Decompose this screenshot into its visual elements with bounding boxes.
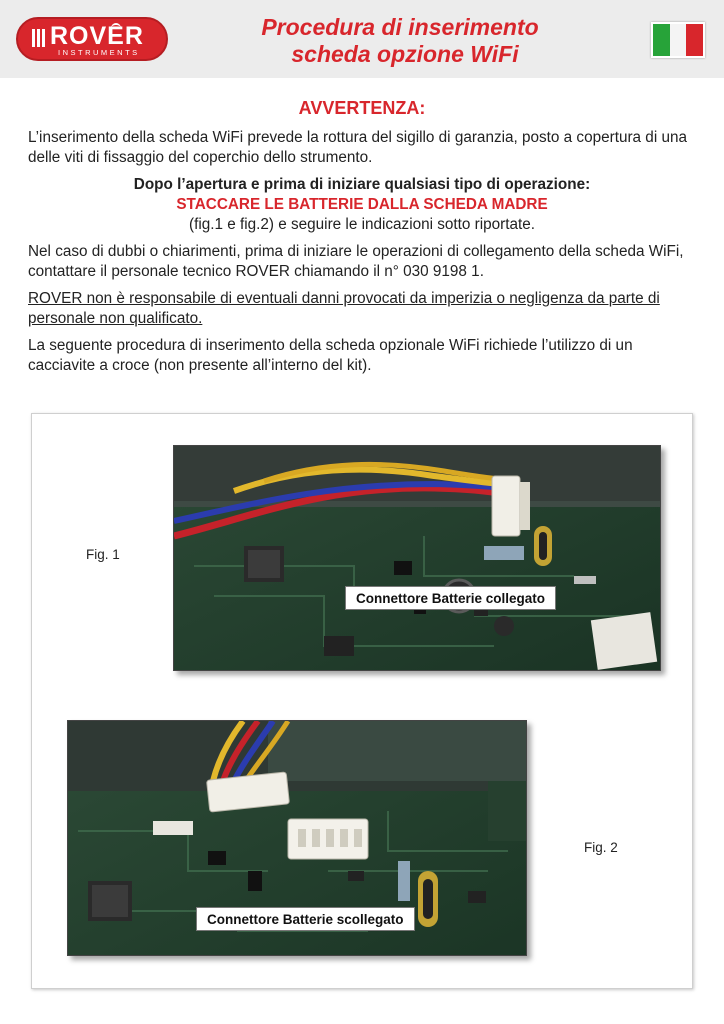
bold-instruction: Dopo l’apertura e prima di iniziare qualsiasi tipo di operazione:	[133, 176, 591, 193]
disclaimer-paragraph: ROVER non è responsabile di eventuali danni provocati da imperizia o negligenza da parte di personale non qualificato.	[28, 290, 660, 327]
fig1-label: Fig. 1	[86, 547, 120, 562]
figure-reference: (fig.1 e fig.2) e seguire le indicazioni sotto riportate.	[188, 216, 536, 233]
page-title	[200, 14, 600, 68]
warning-title: AVVERTENZA:	[298, 98, 426, 118]
fig2-label: Fig. 2	[584, 840, 618, 855]
fig2-caption: Connettore Batterie scollegato	[196, 907, 415, 931]
logo-name: ROVER	[50, 22, 144, 50]
flag-white-band	[670, 24, 687, 56]
logo-bars-icon	[32, 29, 48, 47]
fig1-photo	[173, 445, 661, 671]
figures-frame	[31, 413, 693, 989]
warning-section	[28, 97, 696, 383]
seal-paragraph: L’inserimento della scheda WiFi prevede la rottura del sigillo di garanzia, posto a copertura di una delle viti di fissaggio del coperchio dello strumento.	[28, 129, 687, 166]
flag-red-band	[686, 24, 703, 56]
italian-flag-icon	[651, 22, 705, 58]
title-line-2: scheda opzione WiFi	[291, 41, 519, 67]
red-instruction: STACCARE LE BATTERIE DALLA SCHEDA MADRE	[176, 196, 548, 213]
header-bar	[0, 0, 724, 78]
tool-paragraph: La seguente procedura di inserimento della scheda opzionale WiFi richiede l’utilizzo di un cacciavite a croce (non presente all’interno del kit).	[28, 337, 633, 374]
contact-paragraph: Nel caso di dubbi o chiarimenti, prima di iniziare le operazioni di collegamento della scheda WiFi, contattare il personale tecnico ROVER chiamando il n° 030 9198 1.	[28, 243, 684, 280]
title-line-1: Procedura di inserimento	[261, 14, 539, 40]
flag-green-band	[653, 24, 670, 56]
logo-subtitle: INSTRUMENTS	[58, 48, 140, 57]
pcb-connected-image	[174, 446, 661, 671]
fig1-caption: Connettore Batterie collegato	[345, 586, 556, 610]
rover-logo	[16, 17, 168, 61]
